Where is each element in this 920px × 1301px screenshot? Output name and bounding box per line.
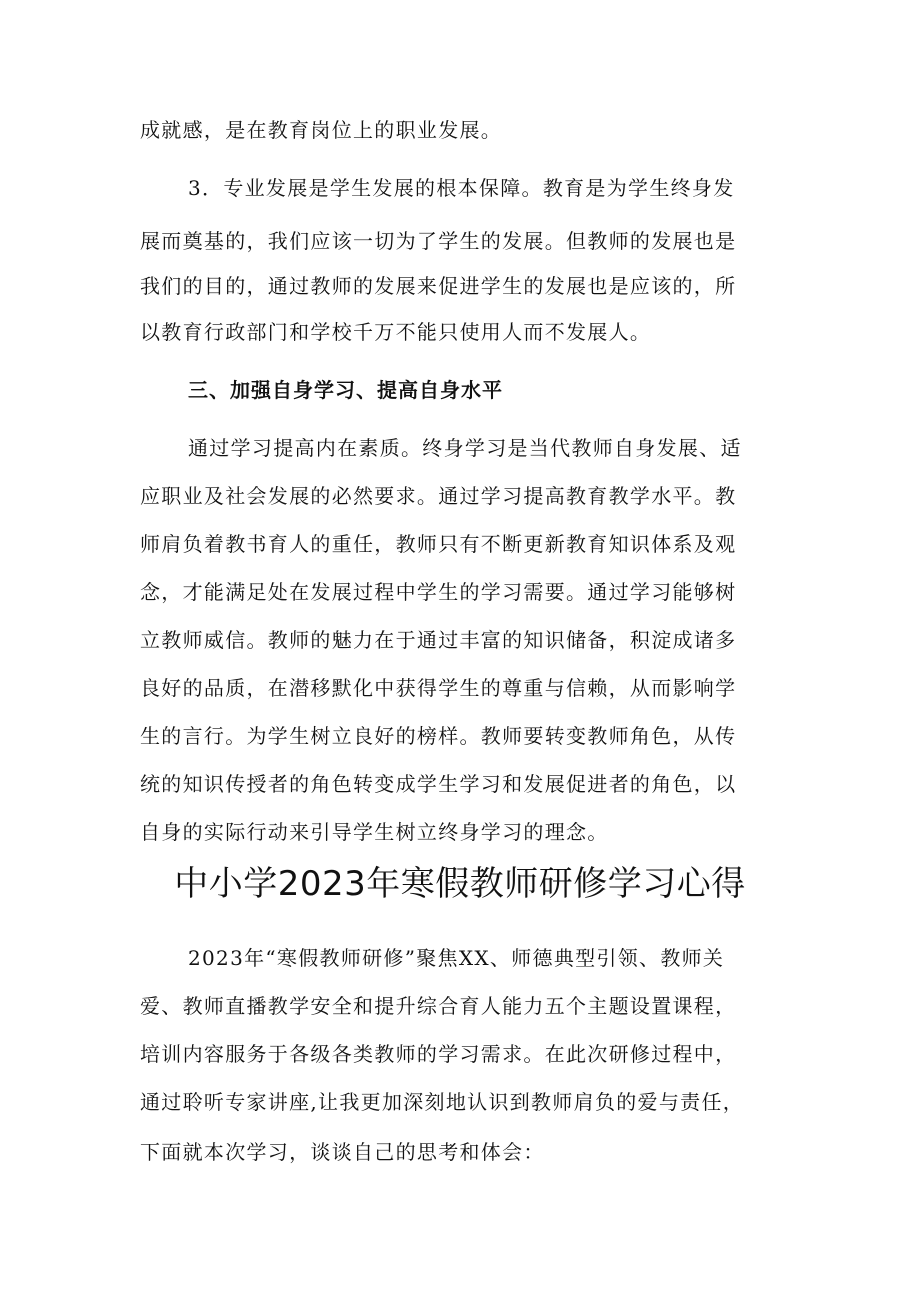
paragraph-line: 良好的品质，在潜移默化中获得学生的尊重与信赖，从而影响学: [140, 676, 737, 700]
paragraph-line: 下面就本次学习，谈谈自己的思考和体会：: [140, 1140, 545, 1164]
paragraph-line: 我们的目的，通过教师的发展来促进学生的发展也是应该的，所: [140, 274, 737, 298]
paragraph-line: 成就感，是在教育岗位上的职业发展。: [140, 118, 503, 142]
paragraph-line: 立教师威信。教师的魅力在于通过丰富的知识储备，积淀成诸多: [140, 628, 737, 652]
paragraph-line: 通过聆听专家讲座,让我更加深刻地认识到教师肩负的爱与责任，: [140, 1090, 745, 1114]
section-heading: 三、加强自身学习、提高自身水平: [188, 378, 503, 402]
paragraph-line: 师肩负着教书育人的重任，教师只有不断更新教育知识体系及观: [140, 532, 737, 556]
paragraph-line: 生的言行。为学生树立良好的榜样。教师要转变教师角色，从传: [140, 724, 737, 748]
paragraph-line: 通过学习提高内在素质。终身学习是当代教师自身发展、适: [188, 436, 742, 460]
paragraph-line: 以教育行政部门和学校千万不能只使用人而不发展人。: [140, 320, 652, 344]
paragraph-line: 自身的实际行动来引导学生树立终身学习的理念。: [140, 820, 609, 844]
paragraph-line: 统的知识传授者的角色转变成学生学习和发展促进者的角色，以: [140, 772, 737, 796]
paragraph-line: 3．专业发展是学生发展的根本保障。教育是为学生终身发: [188, 176, 735, 200]
paragraph-line: 应职业及社会发展的必然要求。通过学习提高教育教学水平。教: [140, 484, 737, 508]
paragraph-line: 念，才能满足处在发展过程中学生的学习需要。通过学习能够树: [140, 580, 737, 604]
paragraph-line: 展而奠基的，我们应该一切为了学生的发展。但教师的发展也是: [140, 229, 737, 253]
paragraph-line: 培训内容服务于各级各类教师的学习需求。在此次研修过程中，: [140, 1042, 737, 1066]
paragraph-line: 爱、教师直播教学安全和提升综合育人能力五个主题设置课程，: [140, 994, 737, 1018]
paragraph-line: 2023年“寒假教师研修”聚焦XX、师德典型引领、教师关: [188, 946, 725, 970]
article-title: 中小学2023年寒假教师研修学习心得: [174, 864, 746, 904]
